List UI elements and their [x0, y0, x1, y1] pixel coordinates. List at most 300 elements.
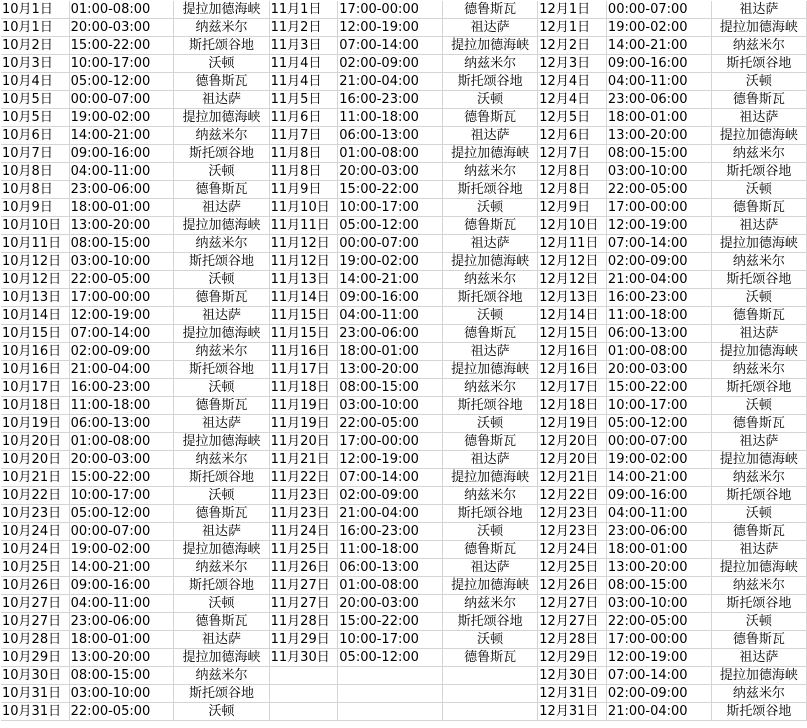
cell-date[interactable]: 10月15日 — [1, 325, 69, 343]
cell-place[interactable]: 祖达萨 — [711, 433, 806, 451]
cell-place[interactable]: 祖达萨 — [174, 631, 269, 649]
cell-date[interactable]: 11月12日 — [269, 235, 338, 253]
cell-place[interactable]: 德鲁斯瓦 — [443, 433, 538, 451]
cell-time[interactable]: 02:00-09:00 — [338, 487, 443, 505]
cell-date[interactable]: 11月22日 — [269, 469, 338, 487]
cell-date[interactable]: 11月13日 — [269, 271, 338, 289]
cell-time[interactable]: 18:00-01:00 — [69, 631, 174, 649]
cell-time[interactable]: 08:00-15:00 — [338, 379, 443, 397]
cell-time[interactable]: 15:00-22:00 — [606, 379, 711, 397]
cell-place[interactable]: 斯托颂谷地 — [443, 289, 538, 307]
cell-time[interactable]: 05:00-12:00 — [606, 415, 711, 433]
cell-place[interactable]: 德鲁斯瓦 — [174, 505, 269, 523]
cell-time[interactable]: 13:00-20:00 — [69, 217, 174, 235]
cell-place[interactable]: 斯托颂谷地 — [711, 595, 806, 613]
cell-place[interactable]: 纳兹米尔 — [174, 235, 269, 253]
cell-place[interactable]: 提拉加德海峡 — [711, 127, 806, 145]
cell-date[interactable]: 11月3日 — [269, 37, 338, 55]
cell-date[interactable]: 10月16日 — [1, 343, 69, 361]
cell-place[interactable]: 提拉加德海峡 — [174, 325, 269, 343]
cell-date[interactable]: 11月16日 — [269, 343, 338, 361]
cell-date[interactable]: 10月22日 — [1, 487, 69, 505]
cell-time[interactable]: 07:00-14:00 — [606, 235, 711, 253]
cell-time[interactable]: 12:00-19:00 — [338, 451, 443, 469]
cell-time[interactable]: 11:00-18:00 — [69, 397, 174, 415]
cell-date[interactable]: 12月12日 — [538, 271, 607, 289]
cell-time[interactable]: 00:00-07:00 — [69, 523, 174, 541]
cell-date[interactable]: 10月17日 — [1, 379, 69, 397]
cell-date[interactable]: 11月30日 — [269, 649, 338, 667]
cell-date[interactable]: 10月24日 — [1, 541, 69, 559]
cell-date[interactable]: 11月4日 — [269, 55, 338, 73]
cell-place[interactable]: 提拉加德海峡 — [443, 145, 538, 163]
cell-date[interactable]: 11月23日 — [269, 505, 338, 523]
cell-date[interactable]: 12月28日 — [538, 631, 607, 649]
cell-date[interactable]: 10月29日 — [1, 649, 69, 667]
cell-time[interactable]: 12:00-19:00 — [606, 649, 711, 667]
cell-date[interactable]: 10月10日 — [1, 217, 69, 235]
cell-time[interactable]: 22:00-05:00 — [69, 703, 174, 721]
cell-date[interactable]: 11月14日 — [269, 289, 338, 307]
cell-place[interactable]: 沃顿 — [711, 397, 806, 415]
cell-time[interactable]: 14:00-21:00 — [606, 469, 711, 487]
cell-date[interactable]: 10月6日 — [1, 127, 69, 145]
cell-place[interactable]: 祖达萨 — [443, 19, 538, 37]
cell-date[interactable]: 11月12日 — [269, 253, 338, 271]
cell-time[interactable]: 20:00-03:00 — [606, 361, 711, 379]
cell-time[interactable]: 07:00-14:00 — [606, 667, 711, 685]
cell-place[interactable]: 提拉加德海峡 — [711, 235, 806, 253]
cell-place[interactable]: 纳兹米尔 — [174, 667, 269, 685]
cell-time[interactable]: 18:00-01:00 — [606, 109, 711, 127]
cell-date[interactable]: 12月21日 — [538, 469, 607, 487]
cell-date[interactable]: 10月20日 — [1, 451, 69, 469]
cell-time[interactable]: 03:00-10:00 — [69, 253, 174, 271]
cell-time[interactable]: 05:00-12:00 — [338, 217, 443, 235]
cell-time[interactable]: 18:00-01:00 — [69, 199, 174, 217]
cell-time[interactable]: 09:00-16:00 — [606, 487, 711, 505]
cell-date[interactable]: 11月11日 — [269, 217, 338, 235]
cell-date[interactable]: 12月1日 — [538, 19, 607, 37]
cell-time[interactable]: 23:00-06:00 — [69, 613, 174, 631]
cell-place[interactable]: 斯托颂谷地 — [174, 145, 269, 163]
cell-date[interactable]: 12月24日 — [538, 541, 607, 559]
cell-time[interactable]: 02:00-09:00 — [606, 253, 711, 271]
cell-place[interactable]: 祖达萨 — [711, 109, 806, 127]
cell-date[interactable]: 12月31日 — [538, 703, 607, 721]
cell-place[interactable]: 沃顿 — [443, 523, 538, 541]
cell-date[interactable]: 11月5日 — [269, 91, 338, 109]
cell-place[interactable]: 提拉加德海峡 — [443, 469, 538, 487]
cell-time[interactable]: 00:00-07:00 — [606, 433, 711, 451]
cell-place[interactable]: 斯托颂谷地 — [711, 271, 806, 289]
cell-time[interactable]: 20:00-03:00 — [338, 595, 443, 613]
cell-time[interactable]: 17:00-00:00 — [338, 1, 443, 19]
cell-place[interactable]: 德鲁斯瓦 — [443, 1, 538, 19]
cell-date[interactable]: 12月17日 — [538, 379, 607, 397]
cell-date[interactable]: 10月19日 — [1, 415, 69, 433]
cell-place[interactable]: 沃顿 — [174, 595, 269, 613]
cell-time[interactable]: 12:00-19:00 — [338, 19, 443, 37]
cell-time[interactable]: 01:00-08:00 — [338, 145, 443, 163]
cell-place[interactable]: 祖达萨 — [174, 415, 269, 433]
cell-time[interactable]: 04:00-11:00 — [338, 307, 443, 325]
cell-time[interactable]: 18:00-01:00 — [606, 541, 711, 559]
cell-time[interactable]: 03:00-10:00 — [338, 397, 443, 415]
cell-date[interactable]: 12月16日 — [538, 343, 607, 361]
cell-date[interactable]: 11月17日 — [269, 361, 338, 379]
cell-time[interactable]: 07:00-14:00 — [338, 37, 443, 55]
cell-place[interactable]: 纳兹米尔 — [711, 577, 806, 595]
cell-date[interactable]: 10月4日 — [1, 73, 69, 91]
cell-place[interactable]: 祖达萨 — [711, 325, 806, 343]
cell-place[interactable]: 斯托颂谷地 — [711, 487, 806, 505]
cell-place[interactable]: 沃顿 — [711, 289, 806, 307]
cell-place[interactable]: 斯托颂谷地 — [174, 469, 269, 487]
cell-place[interactable]: 祖达萨 — [174, 199, 269, 217]
cell-date[interactable] — [269, 703, 338, 721]
cell-date[interactable]: 12月4日 — [538, 73, 607, 91]
cell-time[interactable]: 13:00-20:00 — [606, 127, 711, 145]
cell-place[interactable]: 祖达萨 — [443, 343, 538, 361]
cell-date[interactable]: 12月31日 — [538, 685, 607, 703]
cell-date[interactable]: 12月18日 — [538, 397, 607, 415]
cell-date[interactable] — [269, 667, 338, 685]
cell-date[interactable]: 11月19日 — [269, 397, 338, 415]
cell-date[interactable]: 11月21日 — [269, 451, 338, 469]
cell-time[interactable] — [338, 703, 443, 721]
cell-time[interactable] — [338, 667, 443, 685]
cell-time[interactable]: 10:00-17:00 — [69, 487, 174, 505]
cell-date[interactable]: 10月27日 — [1, 613, 69, 631]
cell-place[interactable]: 斯托颂谷地 — [174, 685, 269, 703]
cell-date[interactable]: 10月8日 — [1, 181, 69, 199]
cell-date[interactable]: 12月9日 — [538, 199, 607, 217]
cell-time[interactable]: 01:00-08:00 — [69, 433, 174, 451]
cell-time[interactable]: 10:00-17:00 — [338, 199, 443, 217]
cell-date[interactable]: 10月11日 — [1, 235, 69, 253]
cell-date[interactable]: 12月2日 — [538, 37, 607, 55]
cell-place[interactable]: 德鲁斯瓦 — [711, 523, 806, 541]
cell-date[interactable]: 12月6日 — [538, 127, 607, 145]
cell-date[interactable]: 12月8日 — [538, 163, 607, 181]
cell-place[interactable]: 提拉加德海峡 — [174, 217, 269, 235]
cell-place[interactable]: 纳兹米尔 — [443, 595, 538, 613]
cell-date[interactable]: 11月6日 — [269, 109, 338, 127]
cell-date[interactable]: 12月29日 — [538, 649, 607, 667]
cell-time[interactable]: 10:00-17:00 — [606, 397, 711, 415]
cell-date[interactable]: 12月20日 — [538, 433, 607, 451]
cell-date[interactable]: 10月16日 — [1, 361, 69, 379]
cell-place[interactable]: 提拉加德海峡 — [174, 109, 269, 127]
cell-date[interactable]: 10月14日 — [1, 307, 69, 325]
cell-time[interactable]: 21:00-04:00 — [338, 505, 443, 523]
cell-place[interactable]: 德鲁斯瓦 — [174, 397, 269, 415]
cell-date[interactable]: 11月2日 — [269, 19, 338, 37]
cell-date[interactable]: 11月15日 — [269, 307, 338, 325]
cell-place[interactable]: 祖达萨 — [711, 649, 806, 667]
cell-date[interactable]: 12月26日 — [538, 577, 607, 595]
cell-time[interactable]: 15:00-22:00 — [69, 469, 174, 487]
cell-place[interactable]: 祖达萨 — [711, 1, 806, 19]
cell-time[interactable]: 21:00-04:00 — [338, 73, 443, 91]
cell-place[interactable]: 沃顿 — [711, 613, 806, 631]
cell-place[interactable]: 斯托颂谷地 — [443, 505, 538, 523]
cell-time[interactable]: 05:00-12:00 — [338, 649, 443, 667]
cell-date[interactable]: 10月26日 — [1, 577, 69, 595]
cell-date[interactable]: 12月27日 — [538, 613, 607, 631]
cell-place[interactable]: 提拉加德海峡 — [174, 1, 269, 19]
cell-time[interactable]: 21:00-04:00 — [606, 703, 711, 721]
cell-place[interactable]: 祖达萨 — [443, 127, 538, 145]
cell-time[interactable]: 08:00-15:00 — [69, 667, 174, 685]
cell-time[interactable]: 06:00-13:00 — [69, 415, 174, 433]
cell-date[interactable]: 11月24日 — [269, 523, 338, 541]
cell-place[interactable]: 纳兹米尔 — [711, 469, 806, 487]
cell-date[interactable]: 12月30日 — [538, 667, 607, 685]
cell-place[interactable]: 斯托颂谷地 — [174, 37, 269, 55]
cell-time[interactable]: 17:00-00:00 — [606, 199, 711, 217]
cell-time[interactable]: 21:00-04:00 — [69, 361, 174, 379]
cell-place[interactable]: 沃顿 — [174, 163, 269, 181]
cell-time[interactable]: 08:00-15:00 — [606, 145, 711, 163]
cell-time[interactable]: 20:00-03:00 — [69, 19, 174, 37]
cell-time[interactable]: 17:00-00:00 — [69, 289, 174, 307]
cell-place[interactable]: 提拉加德海峡 — [174, 433, 269, 451]
cell-date[interactable]: 12月15日 — [538, 325, 607, 343]
cell-time[interactable]: 22:00-05:00 — [338, 415, 443, 433]
cell-place[interactable]: 纳兹米尔 — [174, 19, 269, 37]
cell-time[interactable]: 04:00-11:00 — [69, 163, 174, 181]
cell-time[interactable]: 08:00-15:00 — [69, 235, 174, 253]
cell-place[interactable]: 斯托颂谷地 — [443, 181, 538, 199]
cell-place[interactable]: 祖达萨 — [443, 235, 538, 253]
cell-date[interactable]: 10月1日 — [1, 19, 69, 37]
cell-date[interactable]: 12月20日 — [538, 451, 607, 469]
cell-place[interactable]: 斯托颂谷地 — [711, 703, 806, 721]
cell-date[interactable]: 10月31日 — [1, 685, 69, 703]
cell-date[interactable]: 11月8日 — [269, 145, 338, 163]
cell-time[interactable]: 02:00-09:00 — [338, 55, 443, 73]
cell-time[interactable]: 19:00-02:00 — [606, 451, 711, 469]
cell-date[interactable]: 10月21日 — [1, 469, 69, 487]
cell-place[interactable]: 祖达萨 — [174, 523, 269, 541]
cell-time[interactable]: 16:00-23:00 — [338, 523, 443, 541]
cell-time[interactable]: 14:00-21:00 — [338, 271, 443, 289]
cell-date[interactable]: 12月7日 — [538, 145, 607, 163]
cell-date[interactable]: 11月27日 — [269, 577, 338, 595]
cell-time[interactable]: 06:00-13:00 — [606, 325, 711, 343]
cell-time[interactable]: 04:00-11:00 — [606, 73, 711, 91]
cell-date[interactable]: 11月7日 — [269, 127, 338, 145]
cell-time[interactable]: 19:00-02:00 — [606, 19, 711, 37]
cell-place[interactable]: 沃顿 — [443, 199, 538, 217]
cell-place[interactable]: 提拉加德海峡 — [443, 37, 538, 55]
cell-date[interactable]: 10月12日 — [1, 271, 69, 289]
cell-date[interactable]: 10月18日 — [1, 397, 69, 415]
cell-place[interactable] — [443, 667, 538, 685]
cell-date[interactable]: 12月16日 — [538, 361, 607, 379]
cell-place[interactable]: 沃顿 — [711, 181, 806, 199]
cell-time[interactable]: 12:00-19:00 — [69, 307, 174, 325]
cell-place[interactable]: 沃顿 — [174, 55, 269, 73]
cell-time[interactable]: 23:00-06:00 — [606, 523, 711, 541]
cell-date[interactable]: 11月25日 — [269, 541, 338, 559]
cell-place[interactable]: 德鲁斯瓦 — [711, 307, 806, 325]
cell-place[interactable]: 沃顿 — [443, 631, 538, 649]
cell-date[interactable]: 11月20日 — [269, 433, 338, 451]
cell-place[interactable]: 沃顿 — [174, 271, 269, 289]
cell-date[interactable]: 10月24日 — [1, 523, 69, 541]
cell-time[interactable]: 13:00-20:00 — [338, 361, 443, 379]
cell-time[interactable]: 17:00-00:00 — [338, 433, 443, 451]
cell-place[interactable]: 斯托颂谷地 — [443, 73, 538, 91]
cell-place[interactable]: 沃顿 — [174, 379, 269, 397]
cell-time[interactable]: 02:00-09:00 — [606, 685, 711, 703]
cell-time[interactable]: 18:00-01:00 — [338, 343, 443, 361]
cell-date[interactable]: 11月26日 — [269, 559, 338, 577]
cell-place[interactable]: 沃顿 — [443, 307, 538, 325]
cell-date[interactable]: 11月23日 — [269, 487, 338, 505]
cell-place[interactable]: 纳兹米尔 — [711, 145, 806, 163]
cell-place[interactable]: 德鲁斯瓦 — [711, 415, 806, 433]
cell-date[interactable]: 10月9日 — [1, 199, 69, 217]
cell-date[interactable]: 10月3日 — [1, 55, 69, 73]
cell-date[interactable]: 12月4日 — [538, 91, 607, 109]
cell-date[interactable]: 11月19日 — [269, 415, 338, 433]
cell-time[interactable]: 09:00-16:00 — [69, 577, 174, 595]
cell-time[interactable]: 11:00-18:00 — [338, 109, 443, 127]
cell-place[interactable]: 纳兹米尔 — [174, 127, 269, 145]
cell-time[interactable]: 04:00-11:00 — [69, 595, 174, 613]
cell-time[interactable]: 16:00-23:00 — [338, 91, 443, 109]
cell-time[interactable]: 09:00-16:00 — [69, 145, 174, 163]
cell-place[interactable]: 纳兹米尔 — [711, 253, 806, 271]
cell-place[interactable]: 德鲁斯瓦 — [443, 109, 538, 127]
cell-time[interactable]: 19:00-02:00 — [69, 109, 174, 127]
cell-time[interactable]: 22:00-05:00 — [606, 613, 711, 631]
cell-place[interactable]: 祖达萨 — [443, 451, 538, 469]
cell-place[interactable]: 纳兹米尔 — [443, 379, 538, 397]
cell-time[interactable]: 20:00-03:00 — [69, 451, 174, 469]
cell-date[interactable]: 12月19日 — [538, 415, 607, 433]
cell-place[interactable]: 斯托颂谷地 — [711, 163, 806, 181]
cell-place[interactable]: 祖达萨 — [443, 559, 538, 577]
cell-time[interactable]: 03:00-10:00 — [606, 595, 711, 613]
cell-time[interactable]: 07:00-14:00 — [338, 469, 443, 487]
cell-date[interactable]: 10月25日 — [1, 559, 69, 577]
cell-place[interactable]: 德鲁斯瓦 — [711, 91, 806, 109]
cell-date[interactable]: 10月27日 — [1, 595, 69, 613]
cell-place[interactable]: 德鲁斯瓦 — [711, 631, 806, 649]
cell-place[interactable]: 提拉加德海峡 — [443, 577, 538, 595]
cell-date[interactable]: 12月12日 — [538, 253, 607, 271]
cell-time[interactable]: 08:00-15:00 — [606, 577, 711, 595]
cell-date[interactable]: 10月8日 — [1, 163, 69, 181]
cell-place[interactable]: 斯托颂谷地 — [174, 253, 269, 271]
cell-place[interactable]: 德鲁斯瓦 — [174, 613, 269, 631]
cell-date[interactable]: 11月8日 — [269, 163, 338, 181]
cell-date[interactable]: 12月5日 — [538, 109, 607, 127]
cell-date[interactable]: 10月31日 — [1, 703, 69, 721]
cell-time[interactable]: 17:00-00:00 — [606, 631, 711, 649]
cell-time[interactable]: 06:00-13:00 — [338, 559, 443, 577]
cell-date[interactable]: 11月15日 — [269, 325, 338, 343]
cell-place[interactable] — [443, 703, 538, 721]
cell-time[interactable]: 16:00-23:00 — [606, 289, 711, 307]
cell-place[interactable]: 纳兹米尔 — [711, 37, 806, 55]
cell-date[interactable]: 12月13日 — [538, 289, 607, 307]
cell-date[interactable]: 11月29日 — [269, 631, 338, 649]
cell-place[interactable]: 德鲁斯瓦 — [443, 541, 538, 559]
cell-time[interactable]: 00:00-07:00 — [69, 91, 174, 109]
cell-time[interactable]: 13:00-20:00 — [606, 559, 711, 577]
cell-place[interactable]: 祖达萨 — [711, 541, 806, 559]
cell-date[interactable]: 12月11日 — [538, 235, 607, 253]
cell-time[interactable]: 23:00-06:00 — [69, 181, 174, 199]
cell-time[interactable]: 01:00-08:00 — [338, 577, 443, 595]
cell-date[interactable]: 10月30日 — [1, 667, 69, 685]
cell-date[interactable]: 11月1日 — [269, 1, 338, 19]
cell-place[interactable]: 德鲁斯瓦 — [174, 73, 269, 91]
cell-place[interactable] — [443, 685, 538, 703]
cell-place[interactable]: 斯托颂谷地 — [174, 361, 269, 379]
cell-place[interactable]: 纳兹米尔 — [174, 451, 269, 469]
cell-date[interactable]: 11月28日 — [269, 613, 338, 631]
cell-time[interactable]: 19:00-02:00 — [69, 541, 174, 559]
cell-place[interactable]: 提拉加德海峡 — [711, 19, 806, 37]
cell-place[interactable]: 提拉加德海峡 — [711, 559, 806, 577]
cell-place[interactable]: 纳兹米尔 — [174, 559, 269, 577]
cell-place[interactable]: 斯托颂谷地 — [443, 397, 538, 415]
cell-place[interactable]: 德鲁斯瓦 — [174, 181, 269, 199]
cell-time[interactable]: 10:00-17:00 — [69, 55, 174, 73]
cell-place[interactable]: 斯托颂谷地 — [443, 613, 538, 631]
cell-place[interactable]: 纳兹米尔 — [711, 361, 806, 379]
cell-time[interactable]: 02:00-09:00 — [69, 343, 174, 361]
cell-time[interactable]: 03:00-10:00 — [69, 685, 174, 703]
cell-date[interactable]: 10月5日 — [1, 91, 69, 109]
cell-time[interactable]: 13:00-20:00 — [69, 649, 174, 667]
cell-time[interactable] — [338, 685, 443, 703]
cell-place[interactable]: 纳兹米尔 — [443, 271, 538, 289]
cell-time[interactable]: 20:00-03:00 — [338, 163, 443, 181]
cell-time[interactable]: 10:00-17:00 — [338, 631, 443, 649]
cell-place[interactable]: 沃顿 — [711, 73, 806, 91]
cell-date[interactable] — [269, 685, 338, 703]
cell-place[interactable]: 斯托颂谷地 — [711, 55, 806, 73]
cell-time[interactable]: 14:00-21:00 — [69, 559, 174, 577]
cell-time[interactable]: 15:00-22:00 — [338, 181, 443, 199]
cell-place[interactable]: 纳兹米尔 — [711, 685, 806, 703]
cell-time[interactable]: 15:00-22:00 — [69, 37, 174, 55]
cell-time[interactable]: 09:00-16:00 — [338, 289, 443, 307]
cell-date[interactable]: 10月5日 — [1, 109, 69, 127]
cell-place[interactable]: 纳兹米尔 — [443, 487, 538, 505]
cell-date[interactable]: 12月14日 — [538, 307, 607, 325]
cell-date[interactable]: 10月2日 — [1, 37, 69, 55]
cell-place[interactable]: 祖达萨 — [174, 307, 269, 325]
cell-time[interactable]: 14:00-21:00 — [69, 127, 174, 145]
cell-place[interactable]: 提拉加德海峡 — [174, 541, 269, 559]
cell-time[interactable]: 05:00-12:00 — [69, 505, 174, 523]
cell-date[interactable]: 10月12日 — [1, 253, 69, 271]
cell-place[interactable]: 沃顿 — [711, 505, 806, 523]
cell-date[interactable]: 11月27日 — [269, 595, 338, 613]
cell-time[interactable]: 22:00-05:00 — [606, 181, 711, 199]
cell-date[interactable]: 12月23日 — [538, 505, 607, 523]
cell-time[interactable]: 23:00-06:00 — [338, 325, 443, 343]
